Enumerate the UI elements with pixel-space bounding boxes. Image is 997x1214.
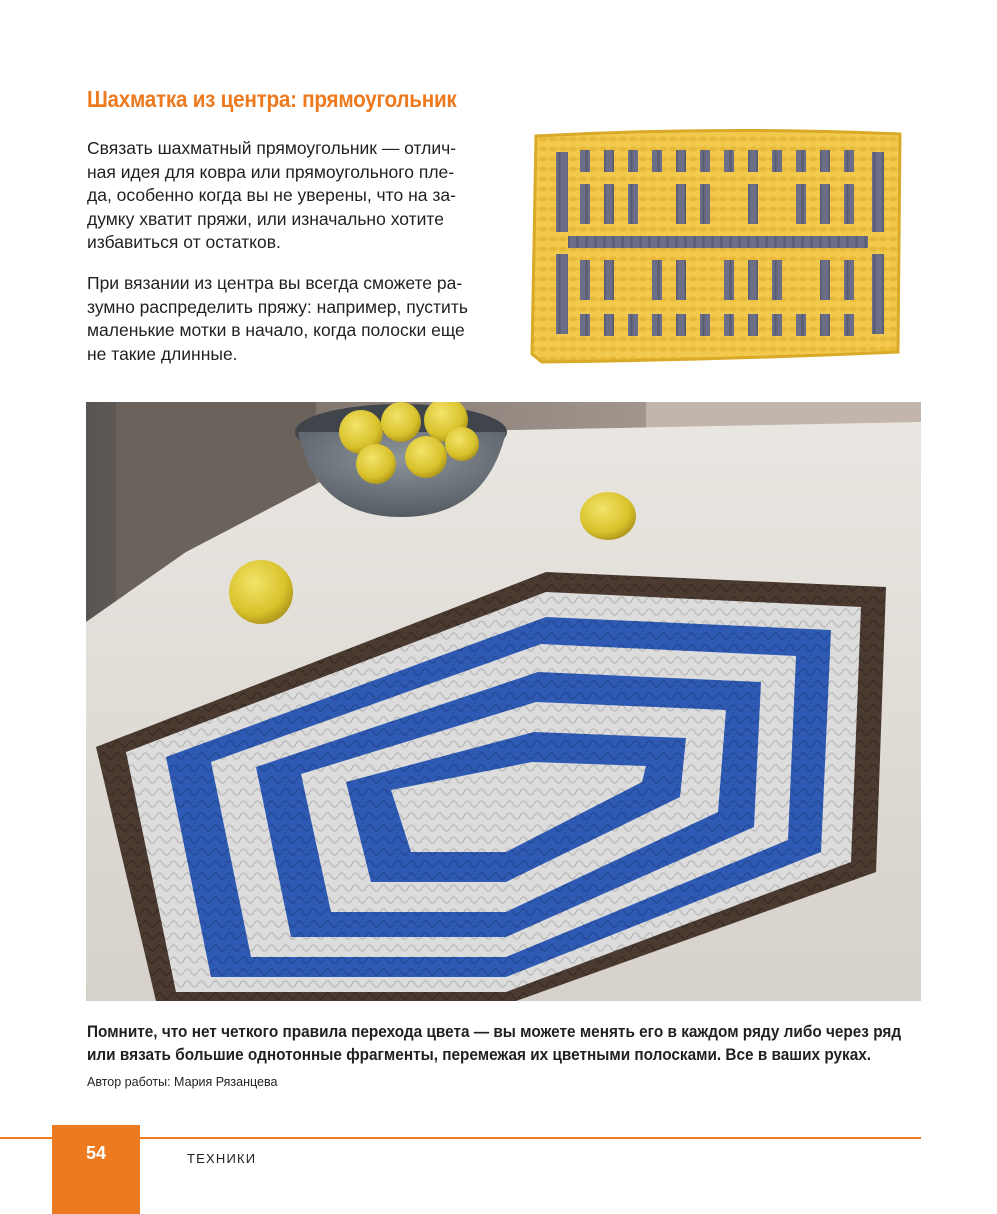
paragraph-line: да, особенно когда вы не уверены, что на за- <box>87 185 456 205</box>
rug-illustration <box>86 402 921 1001</box>
page-number-box <box>52 1125 140 1214</box>
paragraph-line: зумно распределить пряжу: например, пустить <box>87 296 468 317</box>
paragraph-line: При вязании из центра вы всегда сможете ра- <box>87 273 463 293</box>
caption-line: или вязать большие однотонные фрагменты, перемежая их цветными полосками. Все в ваших руках. <box>87 1046 872 1064</box>
section-name: ТЕХНИКИ <box>187 1151 257 1166</box>
paragraph-line: Связать шахматный прямоугольник — отлич- <box>87 138 457 158</box>
paragraph-center-knitting <box>87 272 497 366</box>
footer-divider-left <box>0 1137 52 1139</box>
swatch-photo <box>528 124 906 364</box>
paragraph-line: ная идея для ковра или прямоугольного пле- <box>87 161 455 182</box>
paragraph-line: не такие длинные. <box>87 343 238 364</box>
swatch-illustration <box>528 124 906 364</box>
paragraph-line: маленькие мотки в начало, когда полоски еще <box>87 320 465 340</box>
author-credit: Автор работы: Мария Рязанцева <box>87 1075 278 1089</box>
paragraph-intro <box>87 137 497 255</box>
caption-line: Помните, что нет четкого правила перехода цвета — вы можете менять его в каждом ряду либо через ряд <box>87 1023 902 1041</box>
page-number: 54 <box>85 1143 107 1163</box>
paragraph-line: избавиться от остатков. <box>87 232 281 252</box>
paragraph-line: думку хватит пряжи, или изначально хотите <box>87 208 444 229</box>
photo-caption <box>87 1021 902 1067</box>
rug-photo <box>86 402 921 1001</box>
footer-divider <box>140 1137 921 1139</box>
article-title: Шахматка из центра: прямоугольник <box>87 86 457 112</box>
